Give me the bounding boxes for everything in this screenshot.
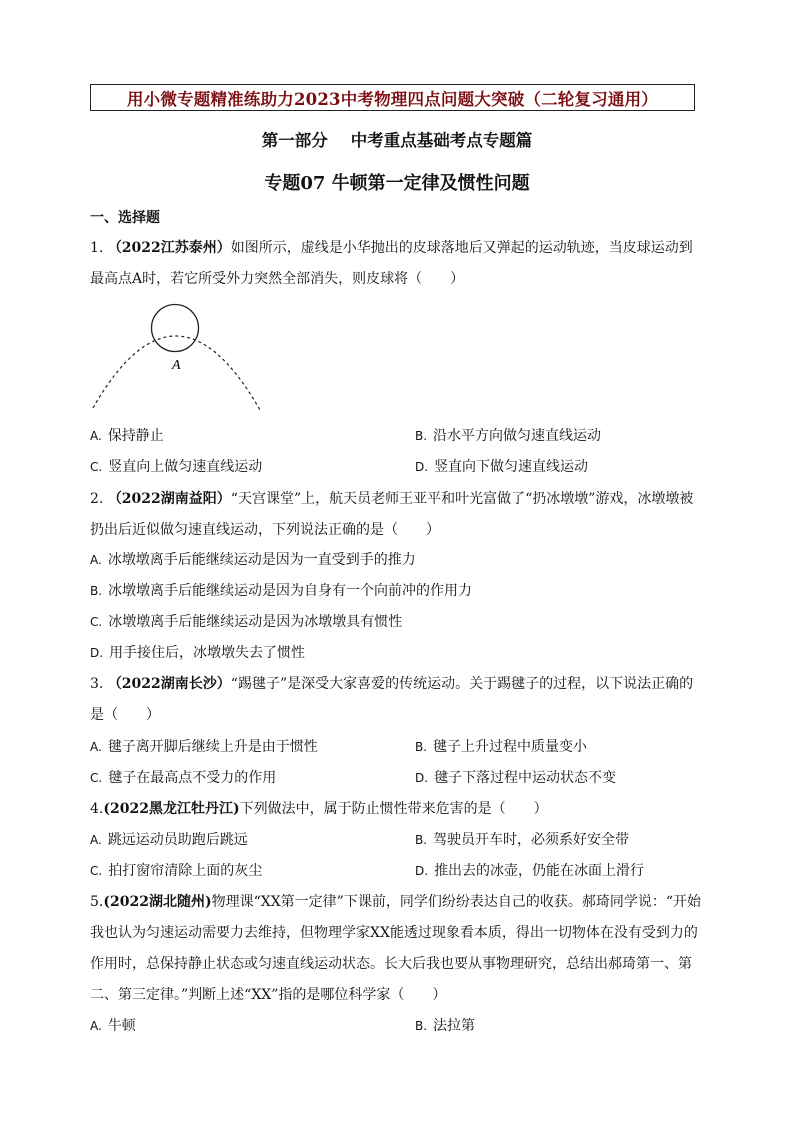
option-label: C.	[90, 771, 103, 785]
option-label: C.	[90, 615, 103, 629]
option-text: 沿水平方向做匀速直线运动	[433, 428, 602, 444]
series-banner-text: 用小微专题精准练助力2023中考物理四点问题大突破（二轮复习通用）	[126, 89, 659, 109]
q1-option-b[interactable]	[415, 426, 601, 446]
question-number: 5.	[90, 894, 104, 910]
option-text: 保持静止	[107, 428, 164, 444]
question-number: 1.	[90, 240, 104, 256]
q4-option-c[interactable]	[90, 861, 262, 881]
question-stem: “踢毽子”是深受大家喜爱的传统运动。关于踢毽子的过程，以下说法正确的是（ ）	[90, 676, 694, 723]
option-label: A.	[90, 740, 102, 754]
option-text: 拍打窗帘清除上面的灰尘	[108, 863, 263, 879]
q2-option-a[interactable]	[90, 550, 416, 570]
option-text: 法拉第	[433, 1018, 476, 1034]
q3-option-d[interactable]	[415, 768, 616, 788]
option-text: 冰墩墩离手后能继续运动是因为自身有一个向前冲的作用力	[108, 583, 473, 599]
question-source: (2022黑龙江牡丹江)	[103, 801, 240, 817]
part-heading: 第一部分 中考重点基础考点专题篇	[261, 131, 533, 150]
question-source: （2022湖南益阳）	[107, 491, 231, 507]
option-label: D.	[90, 646, 104, 660]
option-text: 冰墩墩离手后能继续运动是因为一直受到手的推力	[107, 552, 416, 568]
q1-option-c[interactable]	[90, 457, 262, 477]
question-source: (2022湖北随州)	[103, 894, 212, 910]
q2-option-b[interactable]	[90, 581, 472, 601]
option-text: 毽子在最高点不受力的作用	[108, 770, 277, 786]
option-label: C.	[90, 460, 103, 474]
option-label: B.	[415, 740, 428, 754]
q1-option-a[interactable]	[90, 426, 164, 446]
option-text: 牛顿	[107, 1018, 136, 1034]
option-label: B.	[415, 1019, 428, 1033]
question-stem: “天宫课堂”上，航天员老师王亚平和叶光富做了“扔冰墩墩”游戏，冰墩墩被扔出后近似做匀速直线运动，下列说法正确的是（ ）	[90, 491, 694, 538]
q5-option-b[interactable]	[415, 1016, 475, 1036]
question-3	[90, 669, 702, 731]
ball-trajectory-figure	[88, 298, 268, 412]
option-text: 驾驶员开车时，必须系好安全带	[433, 832, 630, 848]
question-2	[90, 484, 702, 546]
q3-option-b[interactable]	[415, 737, 587, 757]
option-text: 毽子离开脚后继续上升是由于惯性	[107, 739, 318, 755]
option-text: 冰墩墩离手后能继续运动是因为冰墩墩具有惯性	[108, 614, 403, 630]
option-label: C.	[90, 864, 103, 878]
option-text: 毽子上升过程中质量变小	[433, 739, 588, 755]
question-source: （2022江苏泰州）	[107, 240, 231, 256]
question-1	[90, 233, 702, 295]
q4-option-d[interactable]	[415, 861, 644, 881]
question-source: （2022湖南长沙）	[107, 676, 231, 692]
option-label: B.	[415, 833, 428, 847]
question-number: 4.	[90, 801, 104, 817]
option-label: B.	[90, 584, 103, 598]
option-text: 跳远运动员助跑后跳远	[107, 832, 248, 848]
option-label: D.	[415, 771, 429, 785]
q3-option-c[interactable]	[90, 768, 276, 788]
q5-option-a[interactable]	[90, 1016, 136, 1036]
option-label: B.	[415, 429, 428, 443]
question-stem: 如图所示，虚线是小华抛出的皮球落地后又弹起的运动轨迹，当皮球运动到最高点A时，若它所受外力突然全部消失，则皮球将（ ）	[90, 240, 693, 287]
option-text: 推出去的冰壶，仍能在冰面上滑行	[434, 863, 645, 879]
option-text: 用手接住后，冰墩墩失去了惯性	[109, 645, 306, 661]
option-label: A.	[90, 833, 102, 847]
q1-option-d[interactable]	[415, 457, 588, 477]
q2-option-c[interactable]	[90, 612, 402, 632]
q4-option-b[interactable]	[415, 830, 629, 850]
option-label: D.	[415, 864, 429, 878]
question-5	[90, 887, 702, 1011]
question-stem: 下列做法中，属于防止惯性带来危害的是（ ）	[239, 801, 548, 817]
option-label: A.	[90, 429, 102, 443]
q3-option-a[interactable]	[90, 737, 318, 757]
question-stem: 物理课“XX第一定律”下课前，同学们纷纷表达自己的收获。郝琦同学说：“开始我也认为匀速运动需要力去维持，但物理学家XX能透过现象看本质，得出一切物体在没有受到力的作用时，总保持静止状态或匀速直线运动状态。长大后我也要从事物理研究，总结出郝琦第一、第二、第三定律。”判断上述“XX”指的是哪位科学家（ ）	[90, 894, 701, 1003]
topic-title: 专题07 牛顿第一定律及惯性问题	[264, 173, 530, 194]
ball-circle	[152, 305, 199, 352]
option-label: A.	[90, 1019, 102, 1033]
option-label: A.	[90, 553, 102, 567]
question-number: 2.	[90, 491, 104, 507]
section-heading: 一、选择题	[90, 210, 160, 226]
q4-option-a[interactable]	[90, 830, 248, 850]
point-a-label: A	[172, 358, 181, 373]
question-4	[90, 794, 702, 825]
option-text: 竖直向下做匀速直线运动	[434, 459, 589, 475]
option-label: D.	[415, 460, 429, 474]
option-text: 竖直向上做匀速直线运动	[108, 459, 263, 475]
series-banner	[90, 84, 695, 111]
option-text: 毽子下落过程中运动状态不变	[434, 770, 617, 786]
question-number: 3.	[90, 676, 104, 692]
q2-option-d[interactable]	[90, 643, 305, 663]
